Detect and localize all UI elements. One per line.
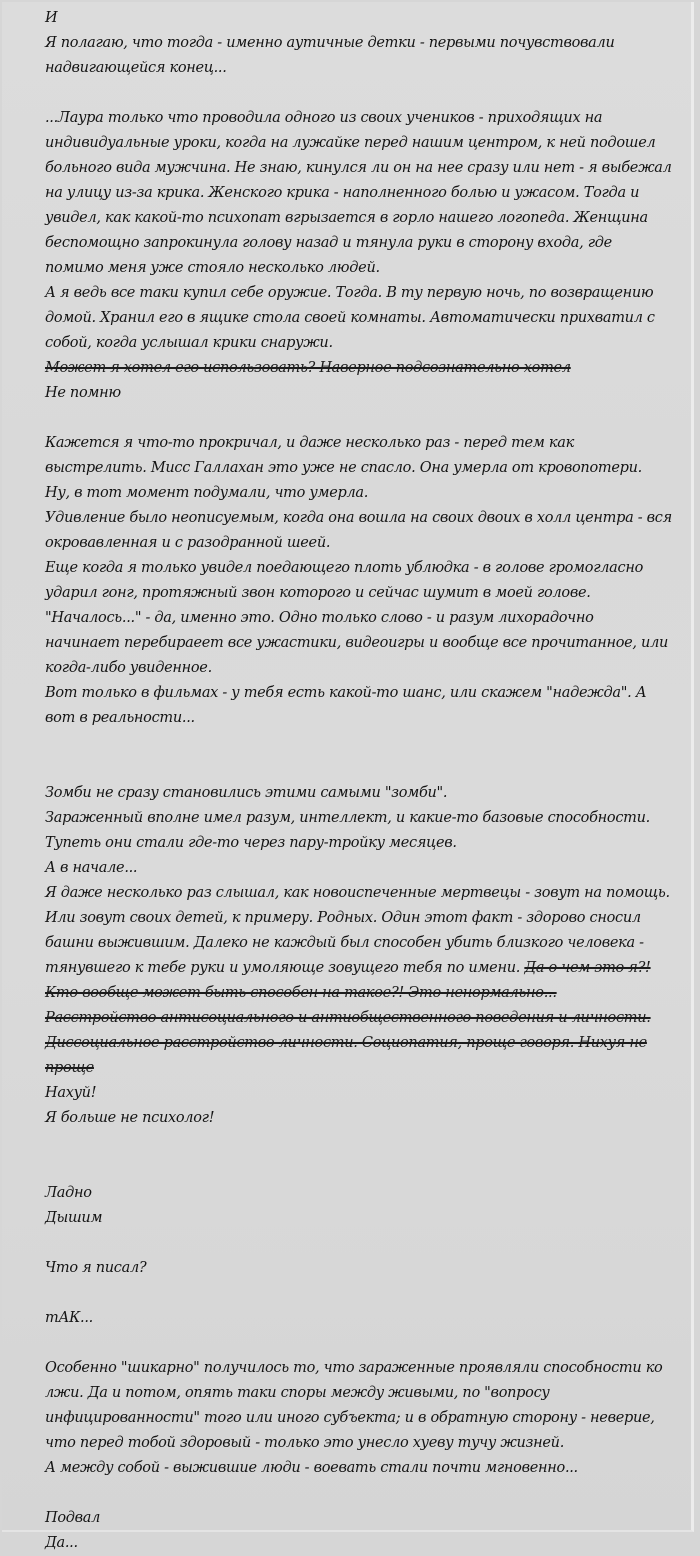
text-line — [45, 1081, 685, 1106]
line-text: на улицу из-за крика. Женского крика - наполненного болью и ужасом. Тогда и — [45, 185, 640, 201]
line-text: ...Лаура только что проводила одного из своих учеников - приходящих на — [45, 110, 603, 126]
struck-text: Кто вообще может быть способен на такое?! Это ненормально... — [45, 985, 557, 1001]
text-line — [45, 381, 685, 406]
line-text: лжи. Да и потом, опять таки споры между живыми, по "вопросу — [45, 1385, 550, 1401]
line-text: Особенно "шикарно" получилось то, что зараженные проявляли способности ко — [45, 1360, 663, 1376]
line-text: вот в реальности... — [45, 710, 195, 726]
line-text: помимо меня уже стояло несколько людей. — [45, 260, 380, 276]
text-line — [45, 506, 685, 531]
text-line — [45, 56, 685, 81]
paragraph-gap — [45, 406, 685, 431]
line-text: Тупеть они стали где-то через пару-тройку месяцев. — [45, 835, 457, 851]
text-line — [45, 931, 685, 956]
paragraph-gap — [45, 1231, 685, 1256]
text-line — [45, 231, 685, 256]
text-line — [45, 1531, 685, 1556]
text-line — [45, 1206, 685, 1231]
line-text: увидел, как какой-то психопат вгрызается в горло нашего логопеда. Женщина — [45, 210, 648, 226]
line-text: Вот только в фильмах - у тебя есть какой-то шанс, или скажем "надежда". А — [45, 685, 647, 701]
text-line — [45, 1106, 685, 1131]
struck-text-line — [45, 1031, 685, 1056]
text-line — [45, 581, 685, 606]
text-line — [45, 1406, 685, 1431]
text-line — [45, 281, 685, 306]
text-line — [45, 1431, 685, 1456]
text-line — [45, 831, 685, 856]
line-text: Подвал — [45, 1510, 101, 1526]
document-page — [2, 2, 694, 1551]
line-text: А я ведь все таки купил себе оружие. Тогда. В ту первую ночь, по возвращению — [45, 285, 654, 301]
text-line — [45, 31, 685, 56]
line-text: Нахуй! — [45, 1085, 97, 1101]
line-text: тАК... — [45, 1310, 93, 1326]
text-line — [45, 806, 685, 831]
struck-text-line — [45, 1006, 685, 1031]
text-line — [45, 131, 685, 156]
text-line — [45, 856, 685, 881]
text-line — [45, 1356, 685, 1381]
line-text: Ну, в тот момент подумали, что умерла. — [45, 485, 369, 501]
line-text: Что я писал? — [45, 1260, 147, 1276]
line-text: ударил гонг, протяжный звон которого и сейчас шумит в моей голове. — [45, 585, 591, 601]
line-text: Еще когда я только увидел поедающего плоть ублюдка - в голове громогласно — [45, 560, 643, 576]
paragraph-gap — [45, 1281, 685, 1306]
text-line — [45, 681, 685, 706]
diary-text — [45, 6, 685, 1556]
line-text: когда-либо увиденное. — [45, 660, 212, 676]
struck-text: проще — [45, 1060, 94, 1076]
text-line — [45, 781, 685, 806]
line-text: инфицированности" того или иного субъекта; и в обратную сторону - неверие, — [45, 1410, 655, 1426]
line-text: Я больше не психолог! — [45, 1110, 215, 1126]
paragraph-gap — [45, 1481, 685, 1506]
paragraph-gap — [45, 81, 685, 106]
line-text: собой, когда услышал крики снаружи. — [45, 335, 333, 351]
text-line — [45, 181, 685, 206]
text-line — [45, 256, 685, 281]
paragraph-gap — [45, 1331, 685, 1356]
text-line — [45, 956, 685, 981]
struck-text: Может я хотел его использовать? Наверное подсознательно хотел — [45, 360, 571, 376]
line-text: начинает перебираеет все ужастики, видеоигры и вообще все прочитанное, или — [45, 635, 669, 651]
text-line — [45, 206, 685, 231]
text-line — [45, 106, 685, 131]
text-line — [45, 1256, 685, 1281]
line-text: больного вида мужчина. Не знаю, кинулся ли он на нее сразу или нет - я выбежал — [45, 160, 672, 176]
line-text: А между собой - выжившие люди - воевать стали почти мгновенно... — [45, 1460, 578, 1476]
text-line — [45, 156, 685, 181]
text-line — [45, 306, 685, 331]
line-text: "Началось..." - да, именно это. Одно только слово - и разум лихорадочно — [45, 610, 594, 626]
line-text: Не помню — [45, 385, 121, 401]
line-text: Дышим — [45, 1210, 103, 1226]
line-text: тянувшего к тебе руки и умоляюще зовущего тебя по имени. — [45, 960, 525, 976]
line-text: Да... — [45, 1535, 78, 1551]
text-line — [45, 1456, 685, 1481]
struck-text: Да о чем это я?! — [524, 960, 651, 976]
line-text: что перед тобой здоровый - только это унесло хуеву тучу жизней. — [45, 1435, 565, 1451]
line-text: беспомощно запрокинула голову назад и тянула руки в сторону входа, где — [45, 235, 612, 251]
line-text: А в начале... — [45, 860, 138, 876]
text-line — [45, 656, 685, 681]
line-text: Я даже несколько раз слышал, как новоиспеченные мертвецы - зовут на помощь. — [45, 885, 670, 901]
text-line — [45, 631, 685, 656]
line-text: Зараженный вполне имел разум, интеллект, и какие-то базовые способности. — [45, 810, 650, 826]
line-text: И — [45, 10, 58, 26]
paragraph-gap — [45, 731, 685, 756]
paragraph-gap — [45, 756, 685, 781]
text-line — [45, 431, 685, 456]
text-line — [45, 881, 685, 906]
line-text: Удивление было неописуемым, когда она вошла на своих двоих в холл центра - вся — [45, 510, 672, 526]
struck-text-line — [45, 356, 685, 381]
text-line — [45, 606, 685, 631]
line-text: Зомби не сразу становились этими самыми "зомби". — [45, 785, 448, 801]
text-line — [45, 1381, 685, 1406]
struck-text: Расстройство антисоциального и антиобщественного поведения и личности. — [45, 1010, 651, 1026]
line-text: индивидуальные уроки, когда на лужайке перед нашим центром, к ней подошел — [45, 135, 656, 151]
text-line — [45, 906, 685, 931]
text-line — [45, 481, 685, 506]
line-text: Или зовут своих детей, к примеру. Родных. Один этот факт - здорово сносил — [45, 910, 641, 926]
text-line — [45, 331, 685, 356]
line-text: башни выжившим. Далеко не каждый был способен убить близкого человека - — [45, 935, 644, 951]
text-line — [45, 556, 685, 581]
text-line — [45, 706, 685, 731]
struck-text-line — [45, 1056, 685, 1081]
line-text: выстрелить. Мисс Галлахан это уже не спасло. Она умерла от кровопотери. — [45, 460, 642, 476]
paragraph-gap — [45, 1131, 685, 1156]
line-text: домой. Хранил его в ящике стола своей комнаты. Автоматически прихватил с — [45, 310, 655, 326]
line-text: Я полагаю, что тогда - именно аутичные детки - первыми почувствовали — [45, 35, 615, 51]
struck-text-line — [45, 981, 685, 1006]
text-line — [45, 531, 685, 556]
text-line — [45, 1506, 685, 1531]
text-line — [45, 6, 685, 31]
line-text: надвигающейся конец... — [45, 60, 227, 76]
paragraph-gap — [45, 1156, 685, 1181]
text-line — [45, 456, 685, 481]
line-text: Ладно — [45, 1185, 92, 1201]
line-text: Кажется я что-то прокричал, и даже несколько раз - перед тем как — [45, 435, 574, 451]
text-line — [45, 1306, 685, 1331]
text-line — [45, 1181, 685, 1206]
line-text: окровавленная и с разодранной шеей. — [45, 535, 331, 551]
struck-text: Диссоциальное расстройство личности. Социопатия, проще говоря. Нихуя не — [45, 1035, 647, 1051]
